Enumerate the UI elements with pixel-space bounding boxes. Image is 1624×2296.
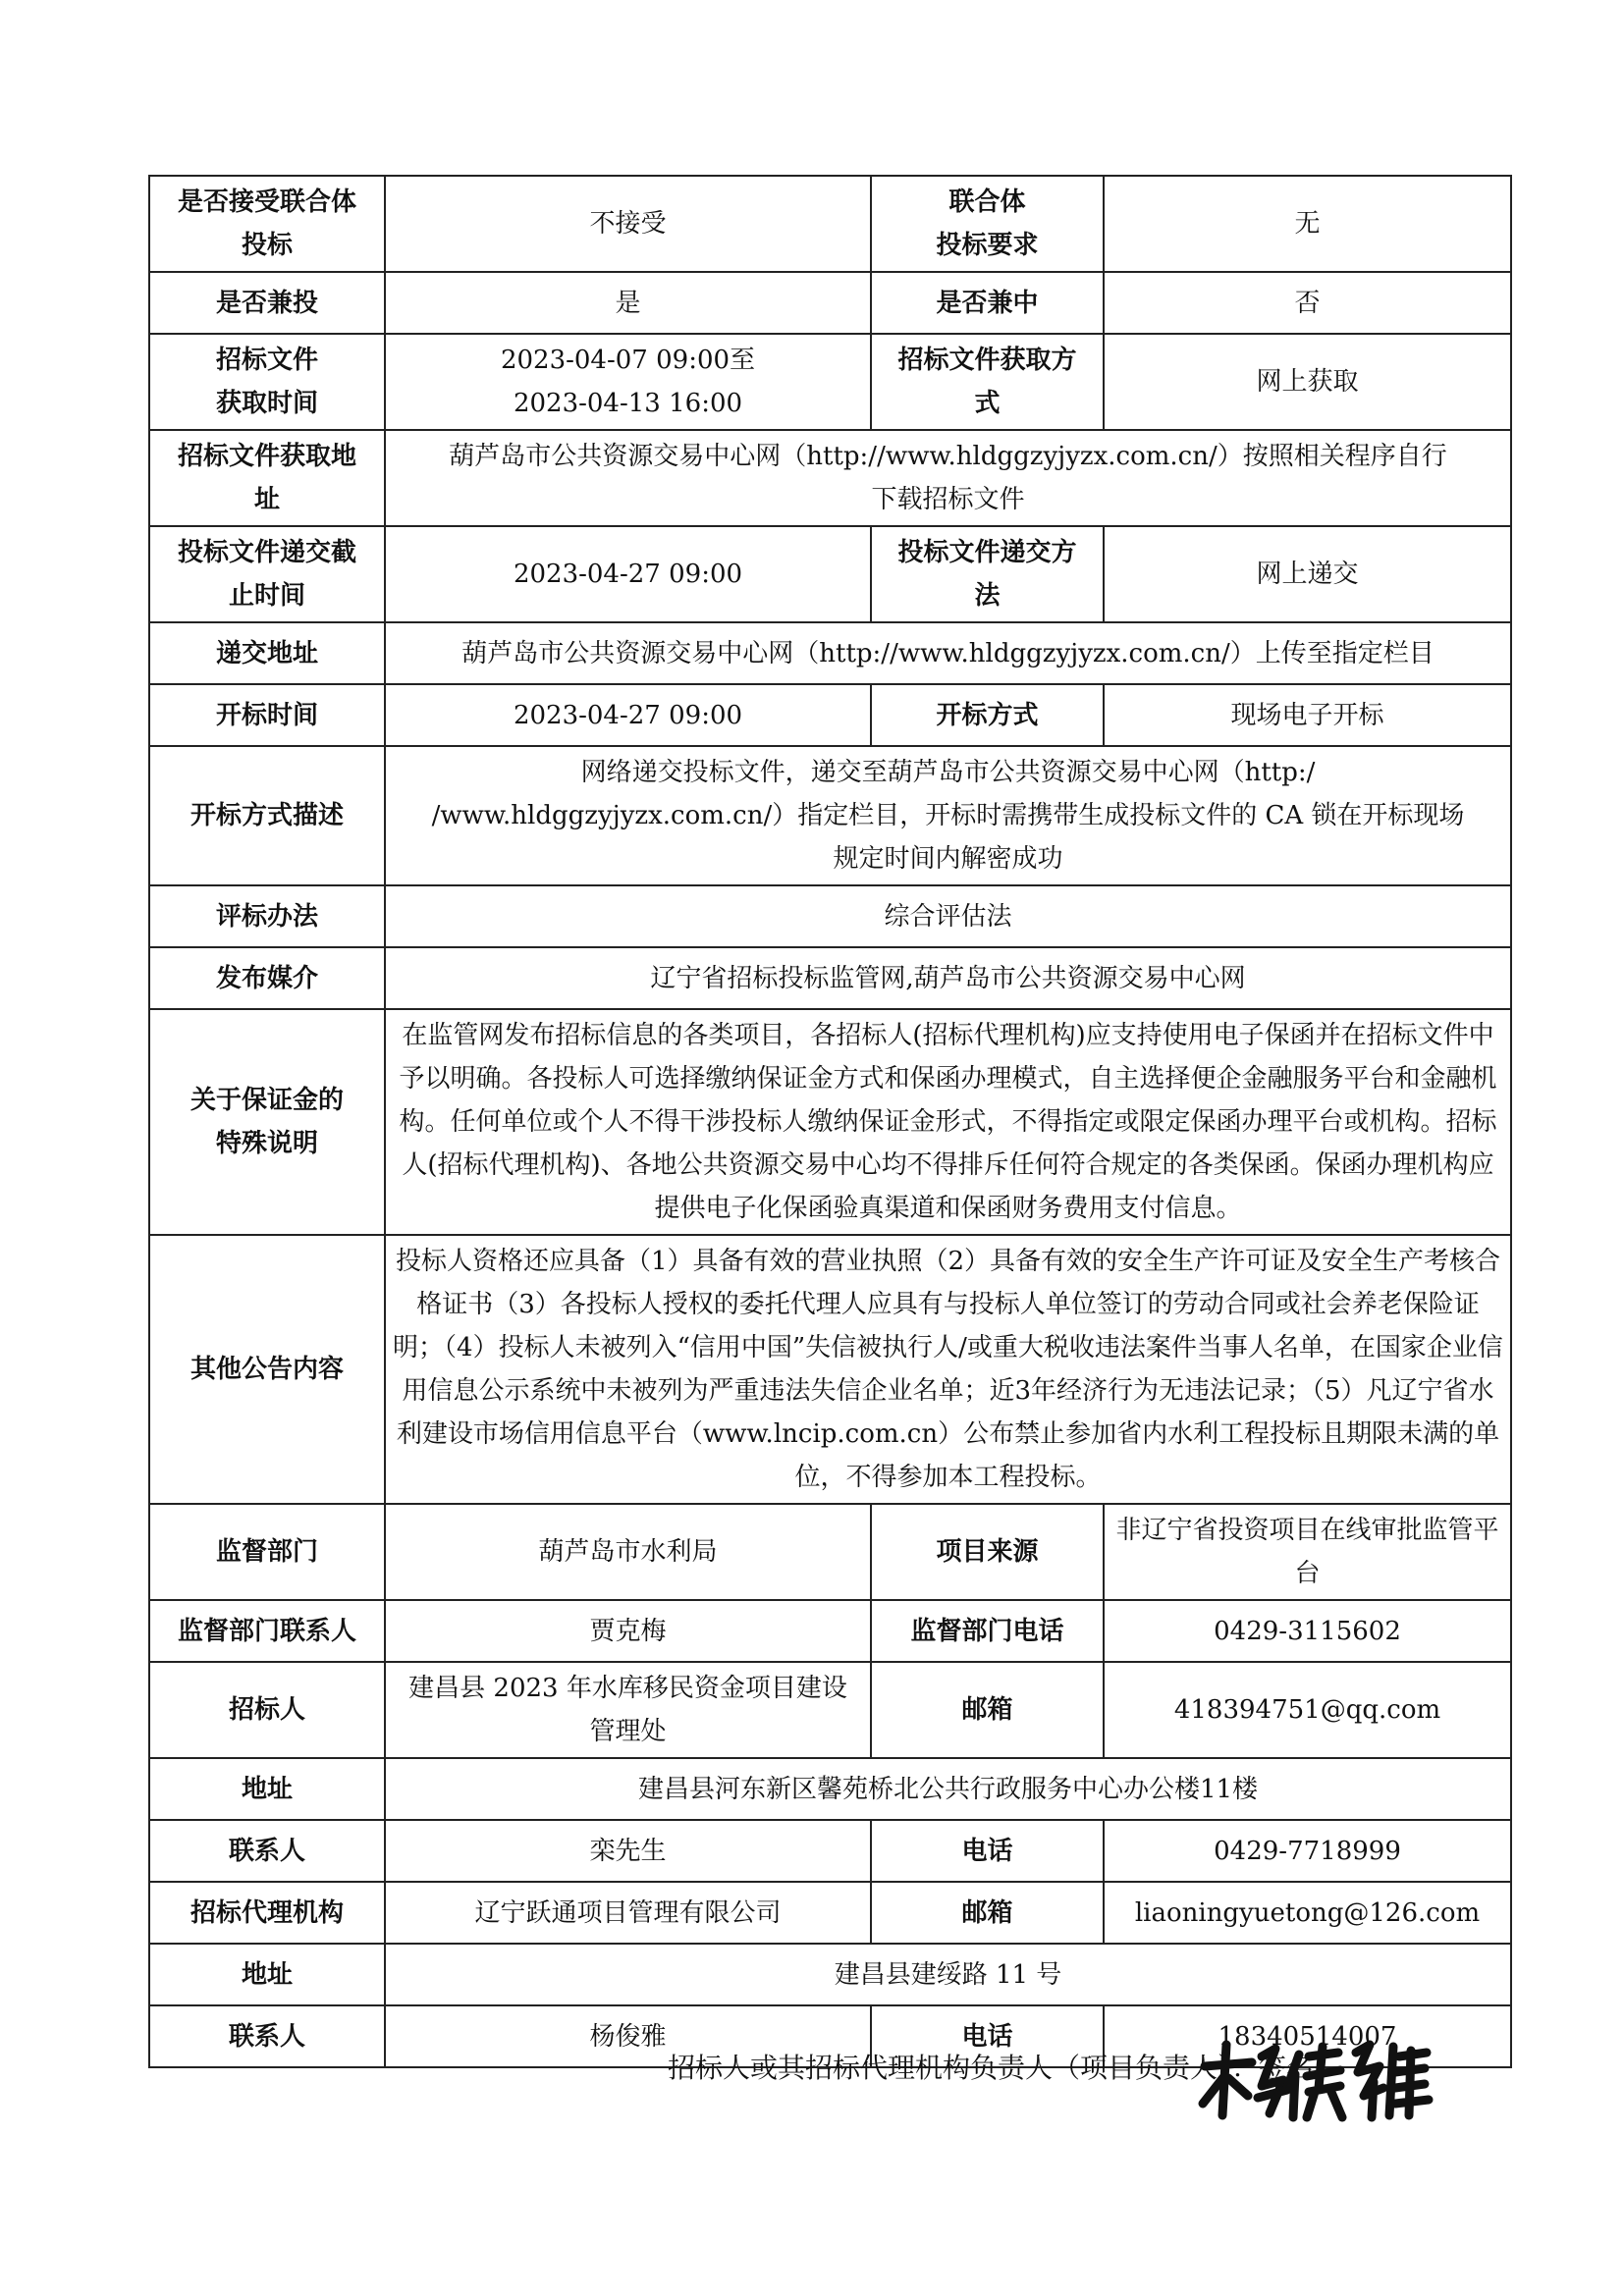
concurrent-bid-label: 是否兼投: [149, 272, 385, 334]
submit-address-value: 葫芦岛市公共资源交易中心网（http://www.hldggzyjyzx.com.cn/）上传至指定栏目: [385, 622, 1511, 684]
agency-email-label: 邮箱: [871, 1882, 1104, 1944]
opening-method-label: 开标方式: [871, 684, 1104, 746]
agency-contact-value: 杨俊雅: [385, 2005, 871, 2067]
agency-contact-label: 联系人: [149, 2005, 385, 2067]
bid-deadline-value: 2023-04-27 09:00: [385, 526, 871, 622]
doc-address-label: 招标文件获取地 址: [149, 430, 385, 526]
row-agency: [149, 1882, 1511, 1944]
row-bid-deadline: [149, 526, 1511, 622]
row-tenderer-address: [149, 1758, 1511, 1820]
consortium-req-label: 联合体 投标要求: [871, 176, 1104, 272]
row-supervisor-contact: [149, 1600, 1511, 1662]
bid-method-label: 投标文件递交方 法: [871, 526, 1104, 622]
consortium-label: 是否接受联合体 投标: [149, 176, 385, 272]
row-opening-desc: [149, 746, 1511, 885]
evaluation-label: 评标办法: [149, 885, 385, 947]
doc-address-value: 葫芦岛市公共资源交易中心网（http://www.hldggzyjyzx.com.cn/）按照相关程序自行 下载招标文件: [385, 430, 1511, 526]
row-consortium: [149, 176, 1511, 272]
concurrent-bid-value: 是: [385, 272, 871, 334]
row-agency-address: [149, 1944, 1511, 2005]
tenderer-label: 招标人: [149, 1662, 385, 1758]
project-source-label: 项目来源: [871, 1504, 1104, 1600]
tenderer-email-value: 418394751@qq.com: [1104, 1662, 1511, 1758]
doc-time-value: 2023-04-07 09:00至 2023-04-13 16:00: [385, 334, 871, 430]
supervisor-contact-label: 监督部门联系人: [149, 1600, 385, 1662]
opening-desc-value: 网络递交投标文件，递交至葫芦岛市公共资源交易中心网（http:/ /www.hldggzyjyzx.com.cn/）指定栏目，开标时需携带生成投标文件的 CA 锁在开标现场 规定时间内解密成功: [385, 746, 1511, 885]
tenderer-phone-value: 0429-7718999: [1104, 1820, 1511, 1882]
tenderer-contact-value: 栾先生: [385, 1820, 871, 1882]
tenderer-email-label: 邮箱: [871, 1662, 1104, 1758]
row-concurrent-bid: [149, 272, 1511, 334]
agency-phone-label: 电话: [871, 2005, 1104, 2067]
media-value: 辽宁省招标投标监管网,葫芦岛市公共资源交易中心网: [385, 947, 1511, 1009]
opening-time-value: 2023-04-27 09:00: [385, 684, 871, 746]
doc-method-label: 招标文件获取方 式: [871, 334, 1104, 430]
row-opening-time: [149, 684, 1511, 746]
deposit-label: 关于保证金的 特殊说明: [149, 1009, 385, 1235]
supervisor-phone-value: 0429-3115602: [1104, 1600, 1511, 1662]
agency-value: 辽宁跃通项目管理有限公司: [385, 1882, 871, 1944]
other-label: 其他公告内容: [149, 1235, 385, 1504]
signature-line: 招标人或其招标代理机构负责人（项目负责人）：签名: [668, 2052, 1315, 2084]
bid-method-value: 网上递交: [1104, 526, 1511, 622]
media-label: 发布媒介: [149, 947, 385, 1009]
consortium-value: 不接受: [385, 176, 871, 272]
tender-info-table: [148, 175, 1512, 2068]
row-submit-address: [149, 622, 1511, 684]
supervisor-value: 葫芦岛市水利局: [385, 1504, 871, 1600]
deposit-value: 在监管网发布招标信息的各类项目，各招标人(招标代理机构)应支持使用电子保函并在招标文件中予以明确。各投标人可选择缴纳保证金方式和保函办理模式，自主选择便企金融服务平台和金融机构。任何单位或个人不得干涉投标人缴纳保证金形式，不得指定或限定保函办理平台或机构。招标人(招标代理机构)、各地公共资源交易中心均不得排斥任何符合规定的各类保函。保函办理机构应提供电子化保函验真渠道和保函财务费用支付信息。: [385, 1009, 1511, 1235]
doc-method-value: 网上获取: [1104, 334, 1511, 430]
opening-time-label: 开标时间: [149, 684, 385, 746]
row-other: [149, 1235, 1511, 1504]
row-doc-time: [149, 334, 1511, 430]
row-media: [149, 947, 1511, 1009]
tenderer-contact-label: 联系人: [149, 1820, 385, 1882]
supervisor-contact-value: 贾克梅: [385, 1600, 871, 1662]
agency-email-value: liaoningyuetong@126.com: [1104, 1882, 1511, 1944]
tenderer-address-label: 地址: [149, 1758, 385, 1820]
row-doc-address: [149, 430, 1511, 526]
row-deposit: [149, 1009, 1511, 1235]
concurrent-win-label: 是否兼中: [871, 272, 1104, 334]
concurrent-win-value: 否: [1104, 272, 1511, 334]
doc-time-label: 招标文件 获取时间: [149, 334, 385, 430]
agency-address-value: 建昌县建绥路 11 号: [385, 1944, 1511, 2005]
handwritten-signature: [1193, 2027, 1438, 2125]
row-tenderer-contact: [149, 1820, 1511, 1882]
project-source-value: 非辽宁省投资项目在线审批监管平台: [1104, 1504, 1511, 1600]
tenderer-phone-label: 电话: [871, 1820, 1104, 1882]
tenderer-value: 建昌县 2023 年水库移民资金项目建设 管理处: [385, 1662, 871, 1758]
row-evaluation: [149, 885, 1511, 947]
tenderer-address-value: 建昌县河东新区馨苑桥北公共行政服务中心办公楼11楼: [385, 1758, 1511, 1820]
evaluation-value: 综合评估法: [385, 885, 1511, 947]
other-value: 投标人资格还应具备（1）具备有效的营业执照（2）具备有效的安全生产许可证及安全生产考核合格证书（3）各投标人授权的委托代理人应具有与投标人单位签订的劳动合同或社会养老保险证明；（4）投标人未被列入“信用中国”失信被执行人/或重大税收违法案件当事人名单，在国家企业信用信息公示系统中未被列为严重违法失信企业名单；近3年经济行为无违法记录；（5）凡辽宁省水利建设市场信用信息平台（www.lncip.com.cn）公布禁止参加省内水利工程投标且期限未满的单位，不得参加本工程投标。: [385, 1235, 1511, 1504]
agency-address-label: 地址: [149, 1944, 385, 2005]
row-supervisor: [149, 1504, 1511, 1600]
agency-phone-value: 18340514007: [1104, 2005, 1511, 2067]
supervisor-phone-label: 监督部门电话: [871, 1600, 1104, 1662]
submit-address-label: 递交地址: [149, 622, 385, 684]
consortium-req-value: 无: [1104, 176, 1511, 272]
opening-desc-label: 开标方式描述: [149, 746, 385, 885]
row-tenderer: [149, 1662, 1511, 1758]
supervisor-label: 监督部门: [149, 1504, 385, 1600]
opening-method-value: 现场电子开标: [1104, 684, 1511, 746]
agency-label: 招标代理机构: [149, 1882, 385, 1944]
bid-deadline-label: 投标文件递交截 止时间: [149, 526, 385, 622]
